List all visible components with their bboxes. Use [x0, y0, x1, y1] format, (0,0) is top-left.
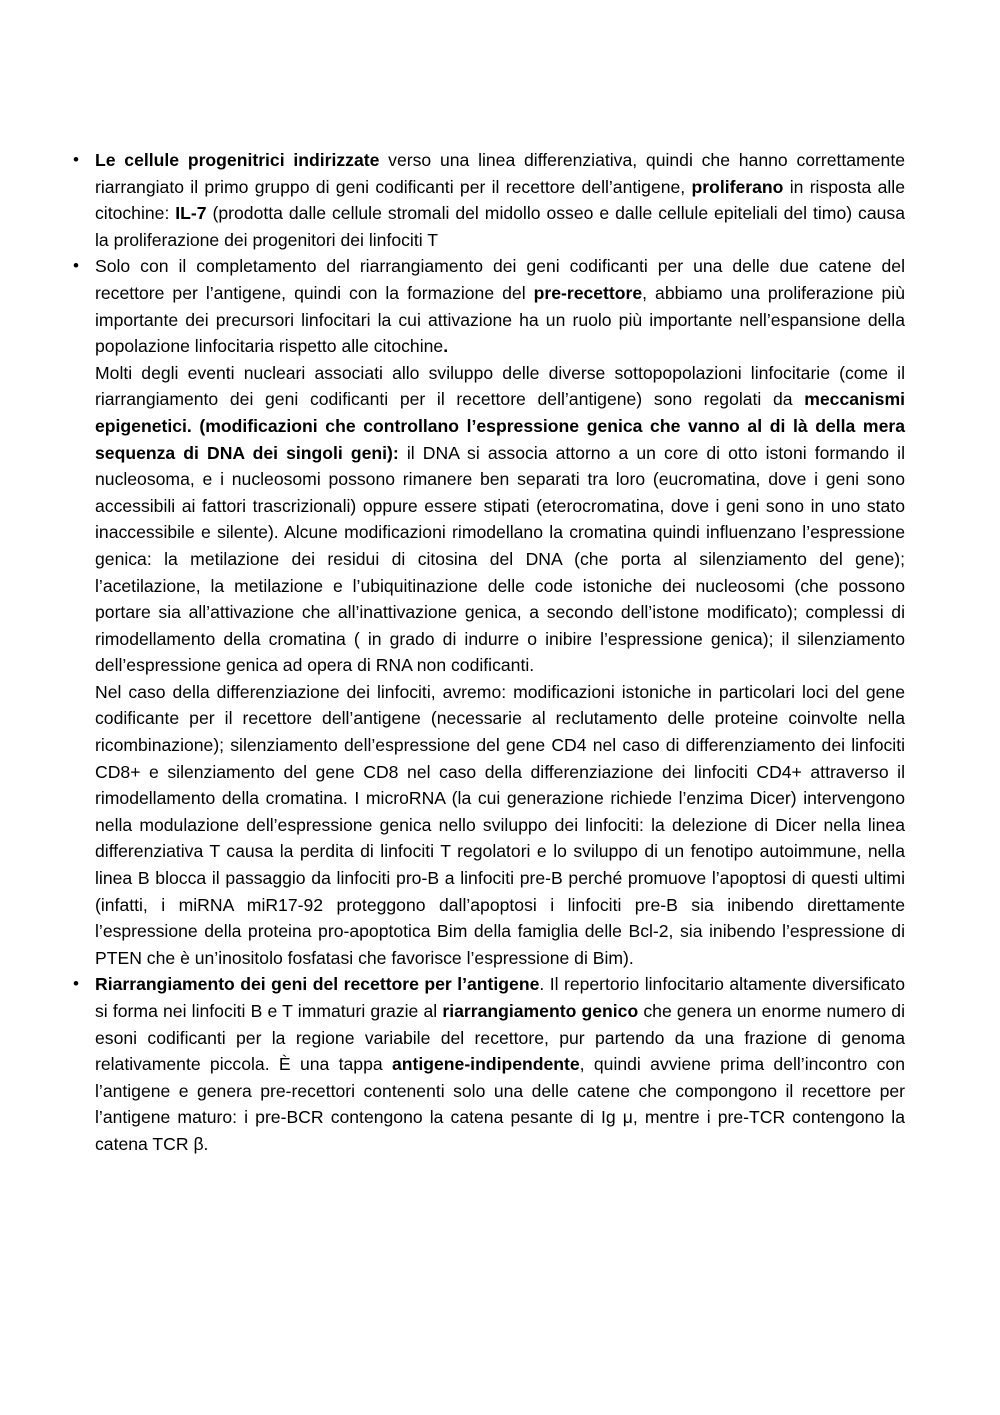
bullet-icon: •	[73, 256, 79, 276]
bold-text: riarrangiamento genico	[442, 1001, 639, 1021]
paragraph	[95, 360, 905, 679]
text-run: il DNA si associa attorno a un core di otto istoni formando il nucleosoma, e i nucleosomi possono rimanere ben separati tra loro (eucromatina, dove i geni sono accessibili ai fattori trascrizionali) oppure essere stipati (eterocromatina, dove i geni sono in uno stato inaccessibile e silente). Alcune modificazioni rimodellano la cromatina quindi influenzano l’espressione genica: la metilazione dei residui di citosina del DNA (che porta al silenziamento del gene); l’acetilazione, la metilazione e l’ubiquitinazione delle code istoniche dei nucleosomi (che possono portare sia all’attivazione che all’inattivazione genica, a secondo dell’istone modificato); complessi di rimodellamento della cromatina ( in grado di indurre o inibire l’espressione genica); il silenziamento dell’espressione genica ad opera di RNA non codificanti.	[95, 442, 905, 676]
text-run: . Il repertorio linfocitario altamente diversificato si forma nei linfociti B e T immaturi grazie al	[95, 974, 905, 1021]
bold-text: proliferano	[691, 176, 784, 197]
bold-text: antigene-indipendente	[391, 1054, 580, 1075]
text-run: , abbiamo una proliferazione più importante dei precursori linfocitari la cui attivazione ha un ruolo più importante nell’espansione della popolazione linfocitaria rispetto alle citochine	[95, 282, 905, 357]
bold-text: meccanismi epigenetici. (modificazioni che controllano l’espressione genica che vanno al di là della mera sequenza di DNA dei singoli geni):	[95, 389, 905, 463]
bullet-icon: •	[73, 974, 79, 994]
paragraph	[95, 679, 905, 972]
text-run: , quindi avviene prima dell’incontro con l’antigene e genera pre-recettori contenenti solo una delle catene che compongono il recettore per l’antigene maturo: i pre-BCR contengono la catena pesante di Ig μ, mentre i pre-TCR contengono la catena TCR β.	[95, 1054, 905, 1154]
text-run: verso una linea differenziativa, quindi che hanno correttamente riarrangiato il primo gruppo di geni codificanti per il recettore dell’antigene,	[95, 150, 905, 197]
text-run: in risposta alle citochine:	[95, 176, 905, 224]
document-body	[73, 147, 905, 1158]
text-run: che genera un enorme numero di esoni codificanti per la regione variabile del recettore, pur partendo da una frazione di genoma relativamente piccola. È una tappa	[95, 1001, 905, 1075]
paragraph	[95, 147, 905, 253]
bold-text: pre-recettore	[533, 282, 643, 303]
bold-text: IL-7	[175, 203, 207, 224]
paragraph	[95, 253, 905, 359]
bullet-item	[73, 253, 905, 971]
text-run: Nel caso della differenziazione dei linfociti, avremo: modificazioni istoniche in particolari loci del gene codificante per il recettore dell’antigene (necessarie al reclutamento delle proteine coinvolte nella ricombinazione); silenziamento dell’espressione del gene CD4 nel caso di differenziamento dei linfociti CD8+ e silenziamento del gene CD8 nel caso della differenziazione dei linfociti CD4+ attraverso il rimodellamento della cromatina. I microRNA (la cui generazione richiede l’enzima Dicer) intervengono nella modulazione dell’espressione genica nello sviluppo dei linfociti: la delezione di Dicer nella linea differenziativa T causa la perdita di linfociti T regolatori e lo sviluppo di un fenotipo autoimmune, nella linea B blocca il passaggio da linfociti pro-B a linfociti pre-B perché promuove l’apoptosi di questi ultimi (infatti, i miRNA miR17-92 proteggono dall’apoptosi i linfociti pre-B sia inibendo direttamente l’espressione della proteina pro-apoptotica Bim della famiglia delle Bcl-2, sia inibendo l’espressione di PTEN che è un’inositolo fosfatasi che favorisce l’espressione di Bim).	[95, 681, 905, 968]
text-run: Solo con il completamento del riarrangiamento dei geni codificanti per una delle due catene del recettore per l’antigene, quindi con la formazione del	[95, 256, 905, 303]
text-run: (prodotta dalle cellule stromali del midollo osseo e dalle cellule epiteliali del timo) causa la proliferazione dei progenitori dei linfociti T	[95, 203, 905, 250]
bullet-item	[73, 971, 905, 1157]
text-run: Molti degli eventi nucleari associati allo sviluppo delle diverse sottopopolazioni linfocitarie (come il riarrangiamento dei geni codificanti per il recettore dell’antigene) sono regolati da	[95, 362, 905, 410]
bullet-item	[73, 147, 905, 253]
bold-text: .	[443, 336, 449, 357]
bold-text: Riarrangiamento dei geni del recettore per l’antigene	[95, 974, 540, 995]
bullet-icon: •	[73, 150, 79, 169]
bold-text: Le cellule progenitrici indirizzate	[95, 150, 380, 170]
paragraph	[95, 971, 905, 1157]
